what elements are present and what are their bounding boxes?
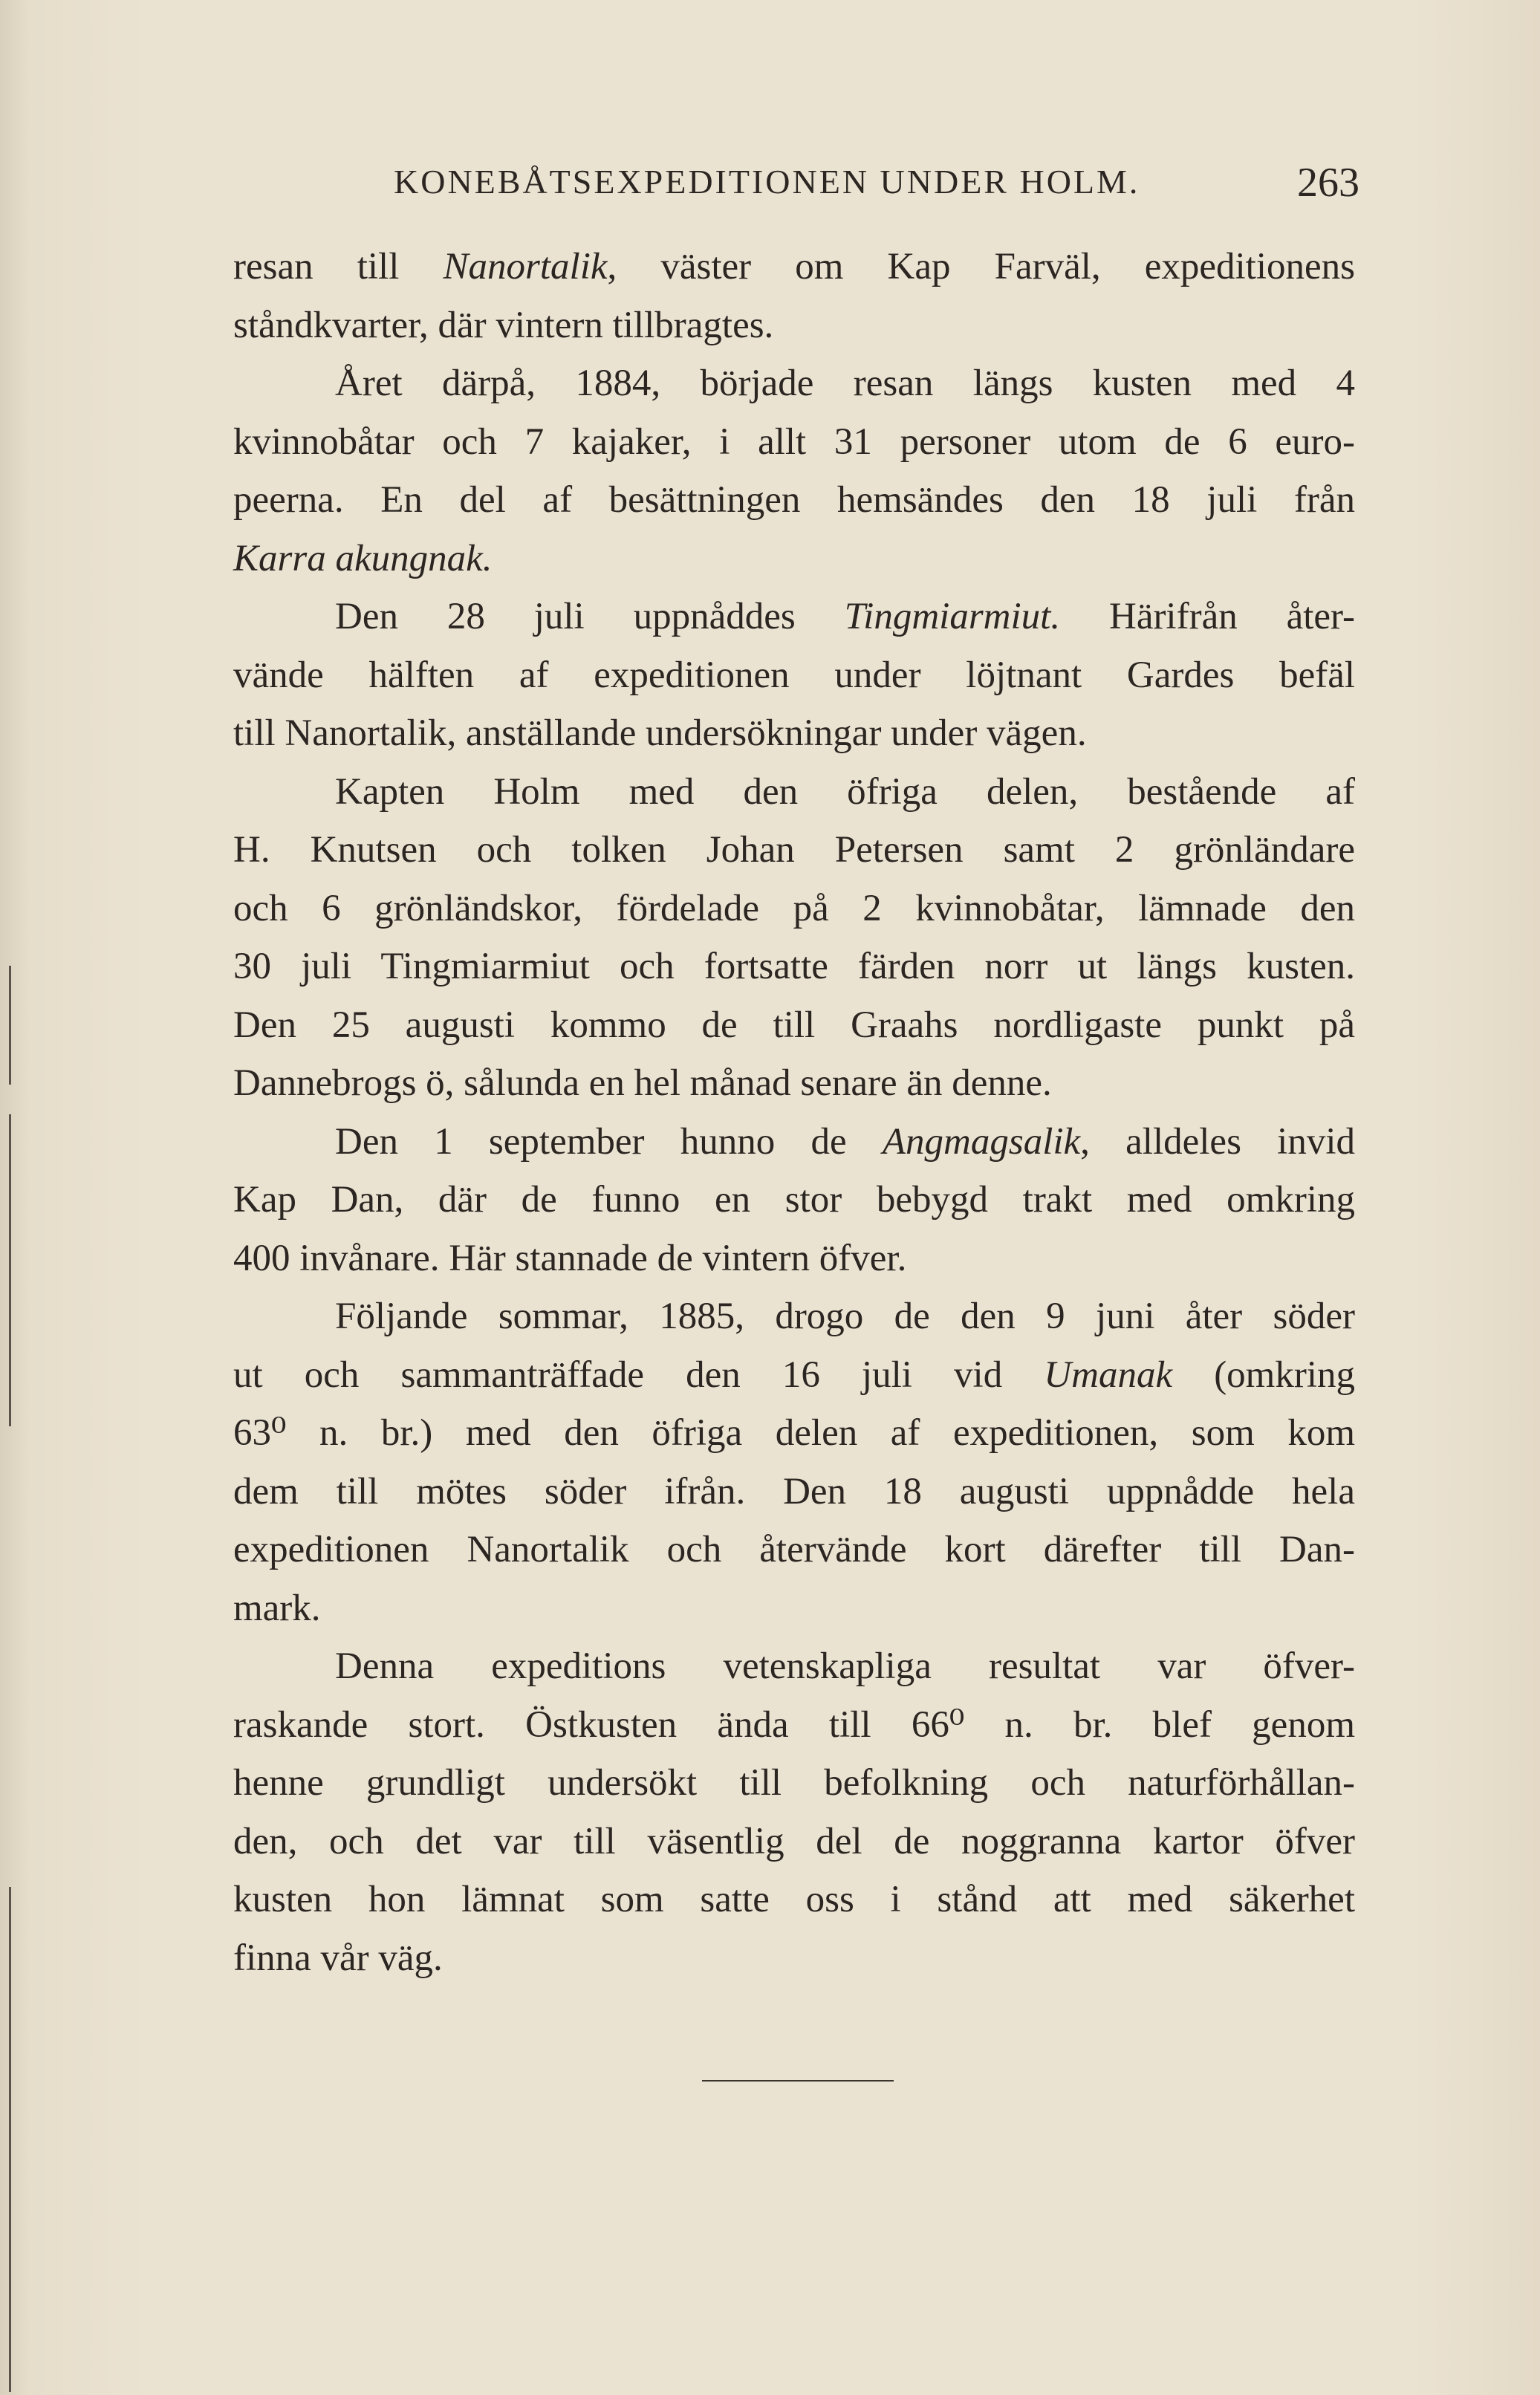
text-line: expeditionen Nanortalik och återvände kort därefter till Dan- — [233, 1529, 1355, 1570]
binding-edge-line — [9, 1887, 11, 2392]
text-line: och 6 grönländskor, fördelade på 2 kvinnobåtar, lämnade den — [233, 887, 1355, 929]
text-line: till Nanortalik, anställande undersökningar under vägen. — [233, 712, 1087, 754]
place-name: Umanak — [1044, 1354, 1173, 1396]
text-line: den, och det var till väsentlig del de noggranna kartor öfver — [233, 1820, 1355, 1862]
text-line: 30 juli Tingmiarmiut och fortsatte färden norr ut längs kusten. — [233, 946, 1355, 987]
text-line: H. Knutsen och tolken Johan Petersen samt 2 grönländare — [233, 829, 1355, 871]
text-line: Den 28 juli uppnåddes Tingmiarmiut. Härifrån åter- — [335, 596, 1355, 637]
text-line: kvinnobåtar och 7 kajaker, i allt 31 personer utom de 6 euro- — [233, 420, 1355, 463]
text-line: Denna expeditions vetenskapliga resultat var öfver- — [335, 1645, 1355, 1687]
text-line: mark. — [233, 1587, 321, 1629]
text-line: Dannebrogs ö, sålunda en hel månad senare än denne. — [233, 1062, 1052, 1104]
text-line: 63⁰ n. br.) med den öfriga delen af expeditionen, som kom — [233, 1412, 1355, 1454]
text-line: ut och sammanträffade den 16 juli vid Umanak (omkring — [233, 1354, 1356, 1396]
binding-edge-line — [9, 966, 11, 1085]
text-line: ståndkvarter, där vintern tillbragtes. — [233, 304, 774, 346]
text-line: Den 25 augusti kommo de till Graahs nordligaste punkt på — [233, 1004, 1355, 1046]
binding-edge-line — [9, 1114, 11, 1426]
section-end-rule — [702, 2080, 894, 2082]
text-line: dem till mötes söder ifrån. Den 18 augusti uppnådde hela — [233, 1470, 1355, 1512]
running-title: KONEBÅTSEXPEDITIONEN UNDER HOLM. — [394, 163, 1140, 201]
text-line: resan till Nanortalik, väster om Kap Farväl, expeditionens — [233, 246, 1356, 287]
text-line: henne grundligt undersökt till befolkning och naturförhållan- — [233, 1762, 1355, 1804]
body-text — [233, 238, 1355, 1987]
text-line: Året därpå, 1884, började resan längs kusten med 4 — [335, 363, 1355, 404]
text-line: Den 1 september hunno de Angmagsalik, alldeles invid — [335, 1120, 1355, 1163]
text-line: Följande sommar, 1885, drogo de den 9 juni åter söder — [335, 1296, 1355, 1337]
place-name: Angmagsalik — [882, 1120, 1081, 1163]
page-number: 263 — [1297, 160, 1359, 206]
text-line: 400 invånare. Här stannade de vintern öfver. — [233, 1237, 907, 1279]
text-line: finna vår väg. — [233, 1937, 443, 1979]
place-name: Karra akungnak. — [233, 537, 493, 579]
text-line: Kap Dan, där de funno en stor bebygd trakt med omkring — [233, 1179, 1355, 1221]
text-line: kusten hon lämnat som satte oss i stånd att med säkerhet — [233, 1879, 1355, 1920]
place-name: Tingmiarmiut. — [844, 596, 1061, 637]
text-line: vände hälften af expeditionen under löjtnant Gardes befäl — [233, 654, 1355, 696]
page-header — [394, 162, 1359, 214]
text-line: raskande stort. Östkusten ända till 66⁰ n. br. blef genom — [233, 1703, 1355, 1746]
text-line — [233, 530, 1355, 588]
text-line: Kapten Holm med den öfriga delen, bestående af — [335, 770, 1355, 813]
text-line: peerna. En del af besättningen hemsändes den 18 juli från — [233, 479, 1355, 521]
place-name: Nanortalik — [443, 246, 608, 287]
